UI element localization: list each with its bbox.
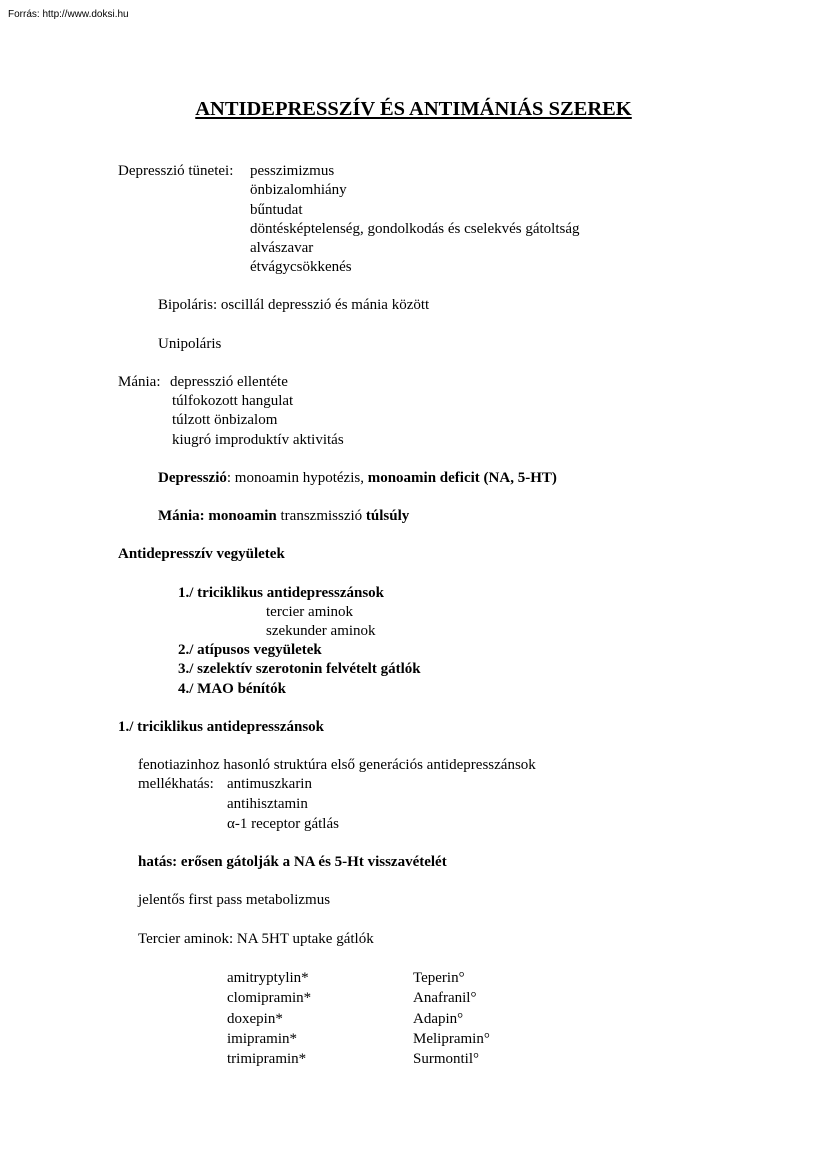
- side-effect-item: antihisztamin: [227, 796, 308, 812]
- symptom-item: étvágycsökkenés: [250, 259, 352, 275]
- drug-name: trimipramin*: [227, 1051, 307, 1067]
- symptom-item: döntésképtelenség, gondolkodás és cselekvés gátoltság: [250, 221, 580, 237]
- drug-brand: Adapin°: [413, 1011, 464, 1027]
- drug-brand: Melipramin°: [413, 1031, 490, 1047]
- drug-name: imipramin*: [227, 1031, 297, 1047]
- drug-brand: Surmontil°: [413, 1051, 480, 1067]
- drug-brand: Teperin°: [413, 970, 465, 986]
- side-effect-item: α-1 receptor gátlás: [227, 816, 339, 832]
- mania-hypothesis: [158, 507, 409, 526]
- mania-item: túlzott önbizalom: [172, 412, 278, 428]
- mellekhatas-label: mellékhatás:: [138, 776, 214, 792]
- side-effect-item: antimuszkarin: [227, 776, 312, 792]
- symptom-item: önbizalomhiány: [250, 182, 347, 198]
- fenotiazin-line: fenotiazinhoz hasonló struktúra első generációs antidepresszánsok: [138, 757, 536, 773]
- drug-name: clomipramin*: [227, 990, 312, 1006]
- depresszio-label: Depresszió tünetei:: [118, 163, 234, 179]
- symptom-item: bűntudat: [250, 202, 303, 218]
- drug-name: amitryptylin*: [227, 970, 309, 986]
- section1-heading: 1./ triciklikus antidepresszánsok: [118, 719, 325, 735]
- mania-label: Mánia:: [118, 374, 161, 390]
- drug-brand: Anafranil°: [413, 990, 477, 1006]
- bipolaris-line: Bipoláris: oscillál depresszió és mánia között: [158, 297, 430, 313]
- tulsuly-term: túlsúly: [365, 508, 410, 524]
- monoamin-deficit: monoamin deficit (NA, 5-HT): [367, 470, 557, 486]
- depresszio-term: Depresszió: [158, 470, 227, 486]
- mania-item: depresszió ellentéte: [170, 374, 288, 390]
- page-title: ANTIDEPRESSZÍV ÉS ANTIMÁNIÁS SZEREK: [195, 98, 632, 120]
- group-subitem: tercier aminok: [266, 604, 354, 620]
- symptom-item: alvászavar: [250, 240, 314, 256]
- tercier-line: Tercier aminok: NA 5HT uptake gátlók: [138, 931, 374, 947]
- group-item: 4./ MAO bénítók: [178, 681, 286, 697]
- symptom-item: pesszimizmus: [250, 163, 335, 179]
- depresszio-hypothesis: [158, 469, 557, 488]
- group-item: 3./ szelektív szerotonin felvételt gátlók: [178, 661, 421, 677]
- mania-term: Mánia: monoamin: [158, 508, 277, 524]
- group-subitem: szekunder aminok: [266, 623, 376, 639]
- mania-item: kiugró improduktív aktivitás: [172, 432, 344, 448]
- group-item: 2./ atípusos vegyületek: [178, 642, 322, 658]
- source-line: Forrás: http://www.doksi.hu: [8, 9, 129, 20]
- first-pass-line: jelentős first pass metabolizmus: [138, 892, 331, 908]
- drug-name: doxepin*: [227, 1011, 283, 1027]
- antidep-heading: Antidepresszív vegyületek: [118, 546, 285, 562]
- group-item: 1./ triciklikus antidepresszánsok: [178, 585, 385, 601]
- hatas-line: hatás: erősen gátolják a NA és 5-Ht visszavételét: [138, 854, 447, 870]
- unipolaris-line: Unipoláris: [158, 336, 222, 352]
- mania-item: túlfokozott hangulat: [172, 393, 294, 409]
- depresszio-text: : monoamin hypotézis,: [226, 470, 368, 486]
- mania-text: transzmisszió: [276, 508, 366, 524]
